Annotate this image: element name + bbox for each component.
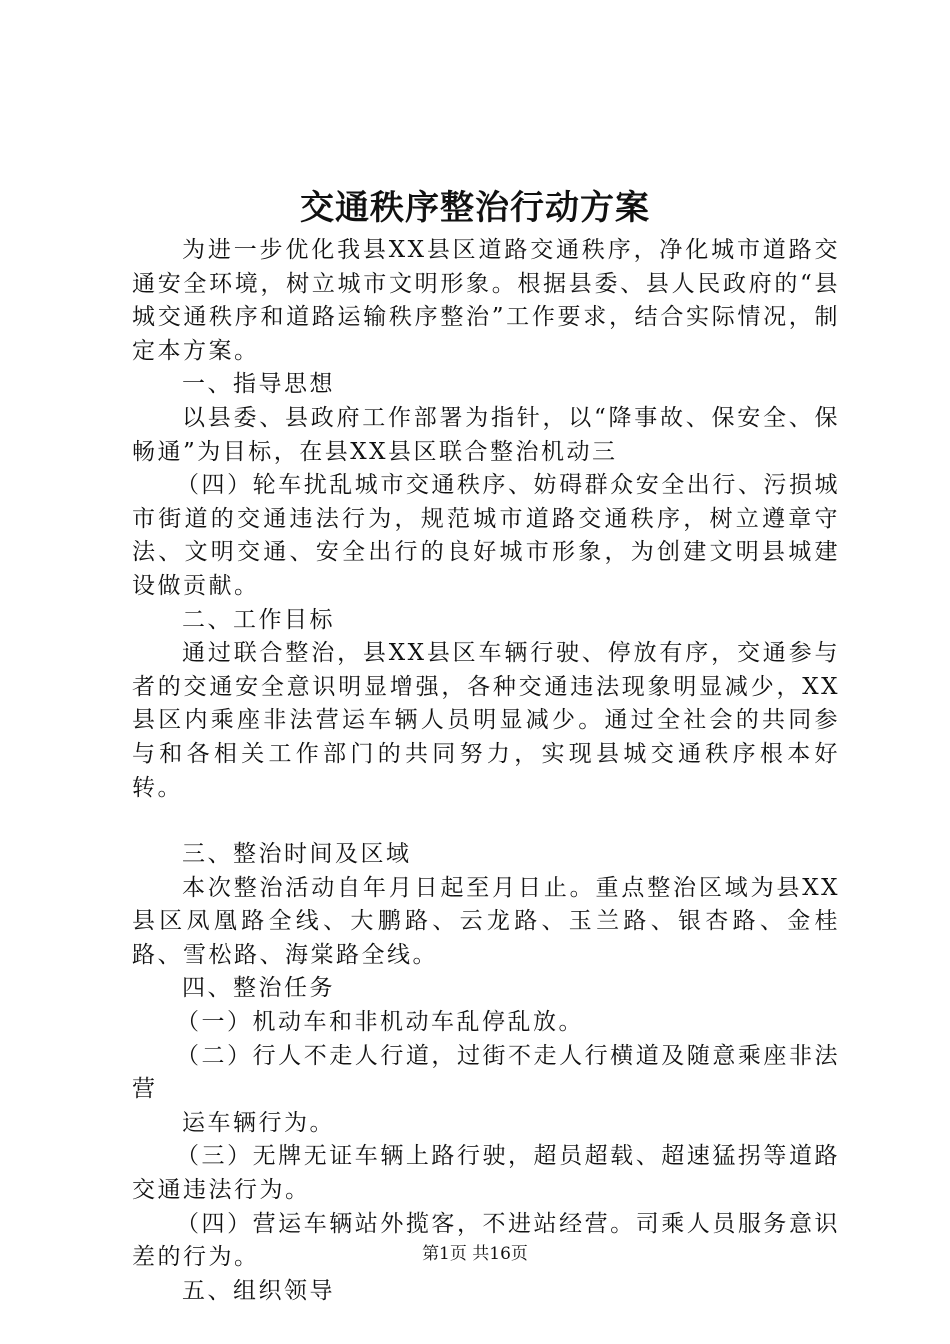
paragraph-intro: 为进一步优化我县XX县区道路交通秩序，净化城市道路交通安全环境，树立城市文明形象。根据县委、县人民政府的“县城交通秩序和道路运输秩序整治”工作要求，结合实际情况，制定本方案。 xyxy=(132,237,840,364)
heading-time-and-area: 三、整治时间及区域 xyxy=(182,841,412,868)
document-body xyxy=(132,234,840,1308)
task-item-4: （四）营运车辆站外揽客，不进站经营。司乘人员服务意识差的行为。 xyxy=(132,1210,840,1271)
paragraph-item-four-wheel: （四）轮车扰乱城市交通秩序、妨碍群众安全出行、污损城市街道的交通违法行为，规范城市道路交通秩序，树立遵章守法、文明交通、安全出行的良好城市形象，为创建文明县城建设做贡献。 xyxy=(132,472,840,599)
task-item-3: （三）无牌无证车辆上路行驶，超员超载、超速猛拐等道路交通违法行为。 xyxy=(132,1143,840,1204)
task-item-1: （一）机动车和非机动车乱停乱放。 xyxy=(176,1009,584,1036)
paragraph-time-and-area: 本次整治活动自年月日起至月日止。重点整治区域为县XX县区凤凰路全线、大鹏路、云龙路、玉兰路、银杏路、金桂路、雪松路、海棠路全线。 xyxy=(132,874,840,968)
heading-work-goals: 二、工作目标 xyxy=(182,606,335,633)
paragraph-work-goals: 通过联合整治，县XX县区车辆行驶、停放有序，交通参与者的交通安全意识明显增强，各种交通违法现象明显减少，XX县区内乘座非法营运车辆人员明显减少。通过全社会的共同参与和各相关工作部门的共同努力，实现县城交通秩序根本好转。 xyxy=(132,640,840,801)
task-item-2-continued: 运车辆行为。 xyxy=(182,1109,335,1136)
document-title: 交通秩序整治行动方案 xyxy=(300,188,650,228)
heading-guiding-ideology: 一、指导思想 xyxy=(182,371,335,398)
task-item-2: （二）行人不走人行道，过街不走人行横道及随意乘座非法营 xyxy=(132,1042,840,1103)
paragraph-gap xyxy=(132,805,840,838)
heading-tasks: 四、整治任务 xyxy=(182,975,335,1002)
page-footer: 第1页 共16页 xyxy=(422,1244,528,1264)
heading-organization: 五、组织领导 xyxy=(182,1277,335,1304)
paragraph-guiding-ideology: 以县委、县政府工作部署为指针，以“降事故、保安全、保畅通”为目标，在县XX县区联合整治机动三 xyxy=(132,404,840,465)
